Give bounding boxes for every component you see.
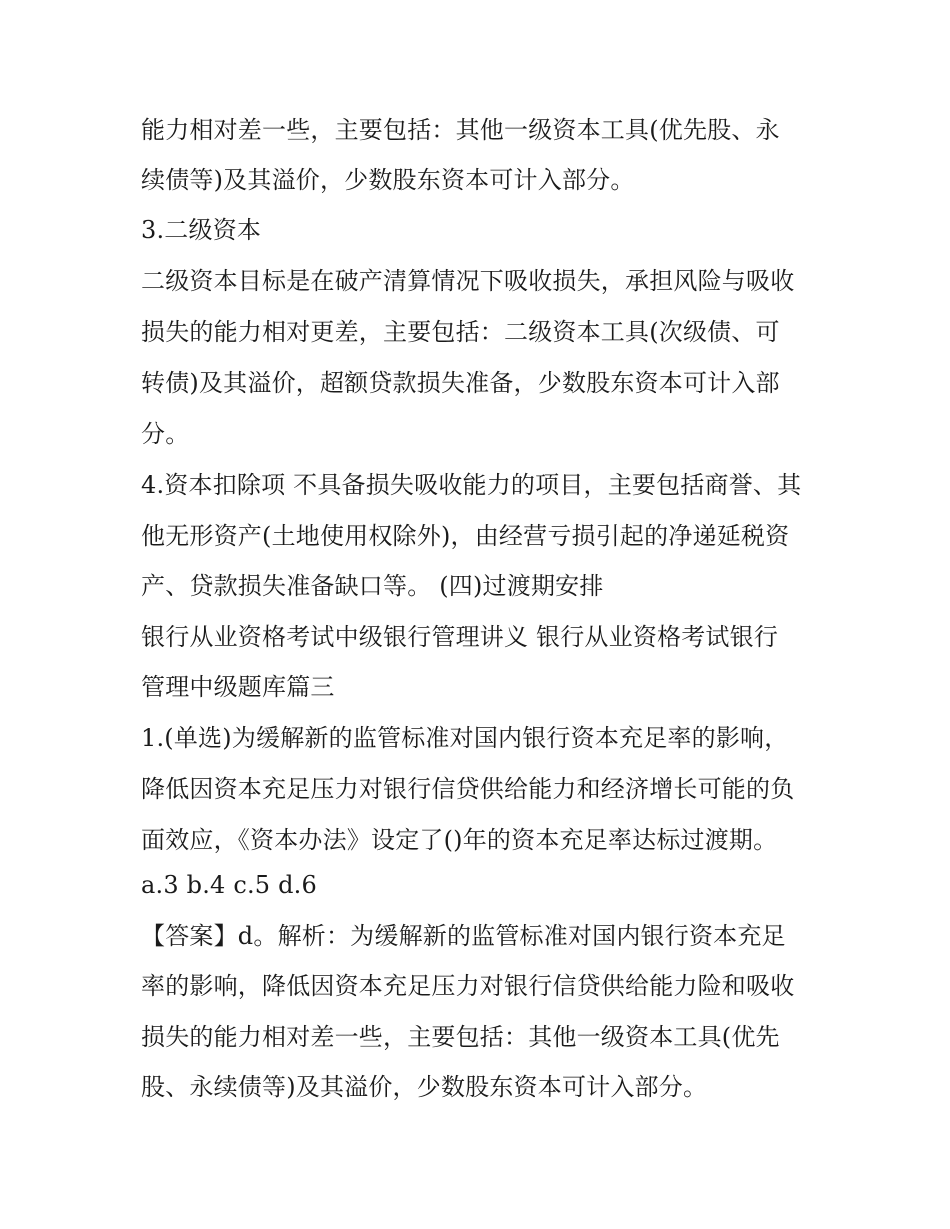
text-line: 转债)及其溢价，超额贷款损失准备，少数股东资本可计入部 [141,369,780,397]
answer-line: 率的影响，降低因资本充足压力对银行信贷供给能力险和吸收 [141,972,795,1000]
answer-line: 【答案】d。解析：为缓解新的监管标准对国内银行资本充足 [141,922,786,950]
text-line: 产、贷款损失准备缺口等。 (四)过渡期安排 [141,572,604,600]
answer-options: a.3 b.4 c.5 d.6 [141,871,317,899]
question-line: 1.(单选)为缓解新的监管标准对国内银行资本充足率的影响， [141,724,789,752]
answer-line: 损失的能力相对差一些，主要包括：其他一级资本工具(优先 [141,1023,780,1051]
text-line: 分。 [141,420,190,448]
text-line: 二级资本目标是在破产清算情况下吸收损失，承担风险与吸收 [141,267,795,295]
text-line: 他无形资产(土地使用权除外)，由经营亏损引起的净递延税资 [141,522,790,550]
question-line: 面效应，《资本办法》设定了()年的资本充足率达标过渡期。 [141,826,778,854]
text-line: 4.资本扣除项 不具备损失吸收能力的项目，主要包括商誉、其 [141,471,802,499]
text-line: 能力相对差一些，主要包括：其他一级资本工具(优先股、永 [141,116,780,144]
question-line: 降低因资本充足压力对银行信贷供给能力和经济增长可能的负 [141,775,795,803]
section-heading: 3.二级资本 [141,216,262,244]
text-line: 损失的能力相对更差，主要包括：二级资本工具(次级债、可 [141,318,780,346]
text-line: 管理中级题库篇三 [141,673,335,701]
text-line: 银行从业资格考试中级银行管理讲义 银行从业资格考试银行 [141,623,779,651]
answer-line: 股、永续债等)及其溢价，少数股东资本可计入部分。 [141,1073,708,1101]
text-line: 续债等)及其溢价，少数股东资本可计入部分。 [141,166,635,194]
